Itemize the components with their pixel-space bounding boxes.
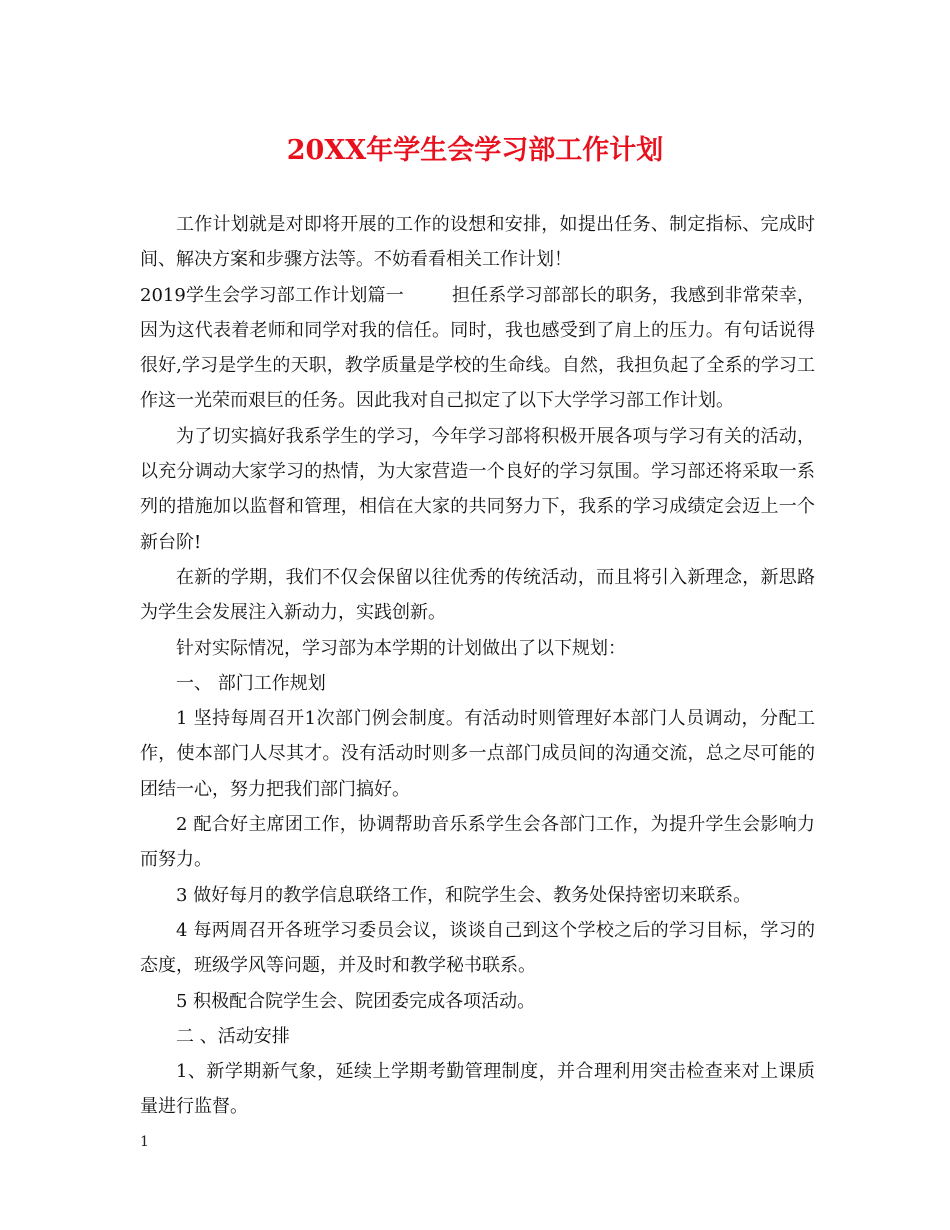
section-heading-paragraph [140,278,815,419]
list-item-1: 1 坚持每周召开1次部门例会制度。有活动时则管理好本部门人员调动，分配工作，使本部门人尽其才。没有活动时则多一点部门成员间的沟通交流，总之尽可能的团结一心，努力把我们部门搞好。 [140,708,815,800]
page-number: 1 [140,1134,149,1150]
paragraph-innovation: 在新的学期，我们不仅会保留以往优秀的传统活动，而且将引入新理念，新思路为学生会发展注入新动力，实践创新。 [140,566,815,624]
activity-item-1: 1、新学期新气象，延续上学期考勤管理制度，并合理利用突击检查来对上课质量进行监督。 [140,1061,815,1118]
list-item-2: 2 配合好主席团工作，协调帮助音乐系学生会各部门工作，为提升学生会影响力而努力。 [140,814,815,871]
intro-paragraph: 工作计划就是对即将开展的工作的设想和安排，如提出任务、制定指标、完成时间、解决方案和步骤方法等。不妨看看相关工作计划！ [140,214,815,271]
list-item-5: 5 积极配合院学生会、院团委完成各项活动。 [176,990,536,1012]
paragraph-plan-intro: 针对实际情况，学习部为本学期的计划做出了以下规划： [176,637,626,659]
paragraph-goal: 为了切实搞好我系学生的学习，今年学习部将积极开展各项与学习有关的活动，以充分调动大家学习的热情，为大家营造一个良好的学习氛围。学习部还将采取一系列的措施加以监督和管理，相信在大家的共同努力下，我系的学习成绩定会迈上一个新台阶! [140,425,815,553]
heading-activity-plan: 二 、活动安排 [176,1025,290,1047]
section-heading: 2019学生会学习部工作计划篇一 [140,284,404,306]
document-body [140,207,815,1125]
section-body: 担任系学习部部长的职务，我感到非常荣幸，因为这代表着老师和同学对我的信任。同时，我也感受到了肩上的压力。有句话说得很好,学习是学生的天职，教学质量是学校的生命线。自然，我担负起了全系的学习工作这一光荣而艰巨的任务。因此我对自己拟定了以下大学学习部工作计划。 [140,284,816,412]
document-title: 20XX年学生会学习部工作计划 [286,135,664,166]
list-item-4: 4 每两周召开各班学习委员会议，谈谈自己到这个学校之后的学习目标，学习的态度，班级学风等问题，并及时和教学秘书联系。 [140,919,815,977]
list-item-3: 3 做好每月的教学信息联络工作，和院学生会、教务处保持密切来联系。 [176,884,752,906]
heading-department-plan: 一、 部门工作规划 [176,672,326,694]
